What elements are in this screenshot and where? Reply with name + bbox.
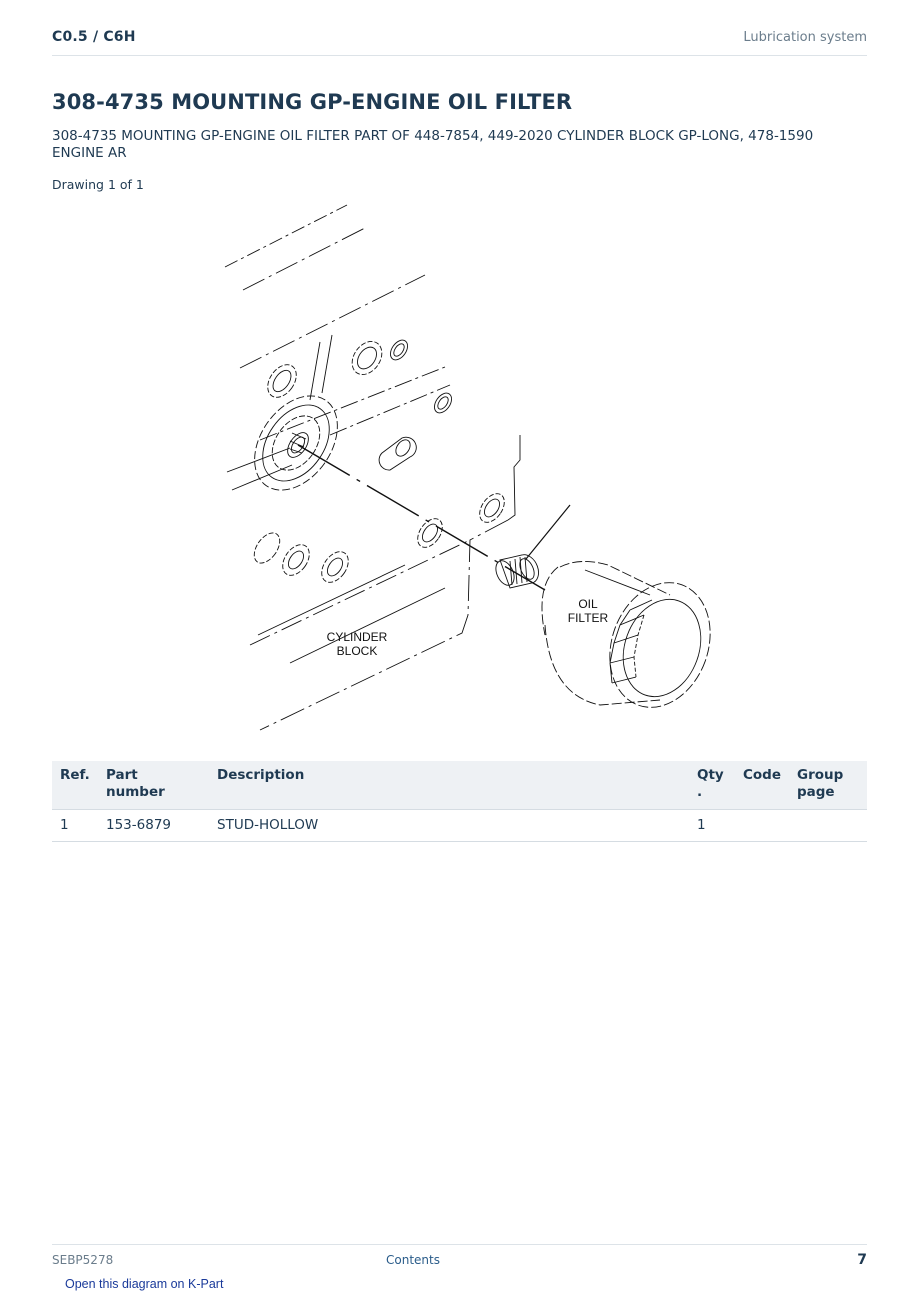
cell-part-number: 153-6879 (98, 810, 209, 842)
cylinder-block-label-line2: BLOCK (336, 644, 378, 658)
header-qty (689, 761, 735, 810)
header-code: Code (735, 761, 789, 810)
breadcrumb-model: C0.5 / C6H (52, 29, 136, 45)
section-name: Lubrication system (743, 30, 867, 45)
header-description: Description (209, 761, 689, 810)
header-group-page (789, 761, 867, 810)
cell-ref: 1 (52, 810, 98, 842)
header-qty-line1: Qty (696, 767, 724, 783)
footer-divider (52, 1244, 867, 1245)
contents-link[interactable]: Contents (386, 1253, 440, 1267)
header-part-number: Part number (98, 761, 209, 810)
header-ref: Ref. (52, 761, 98, 810)
kpart-diagram-link[interactable]: Open this diagram on K-Part (65, 1277, 224, 1291)
cell-description: STUD-HOLLOW (209, 810, 689, 842)
parts-table (52, 761, 867, 842)
parts-diagram (200, 195, 720, 745)
table-row (52, 810, 867, 842)
page-title: 308-4735 MOUNTING GP-ENGINE OIL FILTER (52, 90, 573, 114)
page-description: 308-4735 MOUNTING GP-ENGINE OIL FILTER PART OF 448-7854, 449-2020 CYLINDER BLOCK GP-LONG, 478-1590 ENGINE AR (52, 128, 814, 161)
drawing-count: Drawing 1 of 1 (52, 177, 144, 192)
header-qty-line2: . (696, 784, 703, 800)
cell-qty: 1 (689, 810, 735, 842)
page-number: 7 (857, 1252, 867, 1268)
oil-filter-label-line2: FILTER (567, 611, 609, 625)
table-header-row (52, 761, 867, 810)
document-id: SEBP5278 (52, 1253, 114, 1267)
header-group-line2: page (797, 784, 835, 800)
cell-code (735, 810, 789, 842)
cylinder-block-label-line1: CYLINDER (326, 630, 388, 644)
header-group-line1: Group (797, 767, 844, 783)
header-divider (52, 55, 867, 56)
cell-group-page (789, 810, 867, 842)
oil-filter-label-line1: OIL (578, 597, 598, 611)
